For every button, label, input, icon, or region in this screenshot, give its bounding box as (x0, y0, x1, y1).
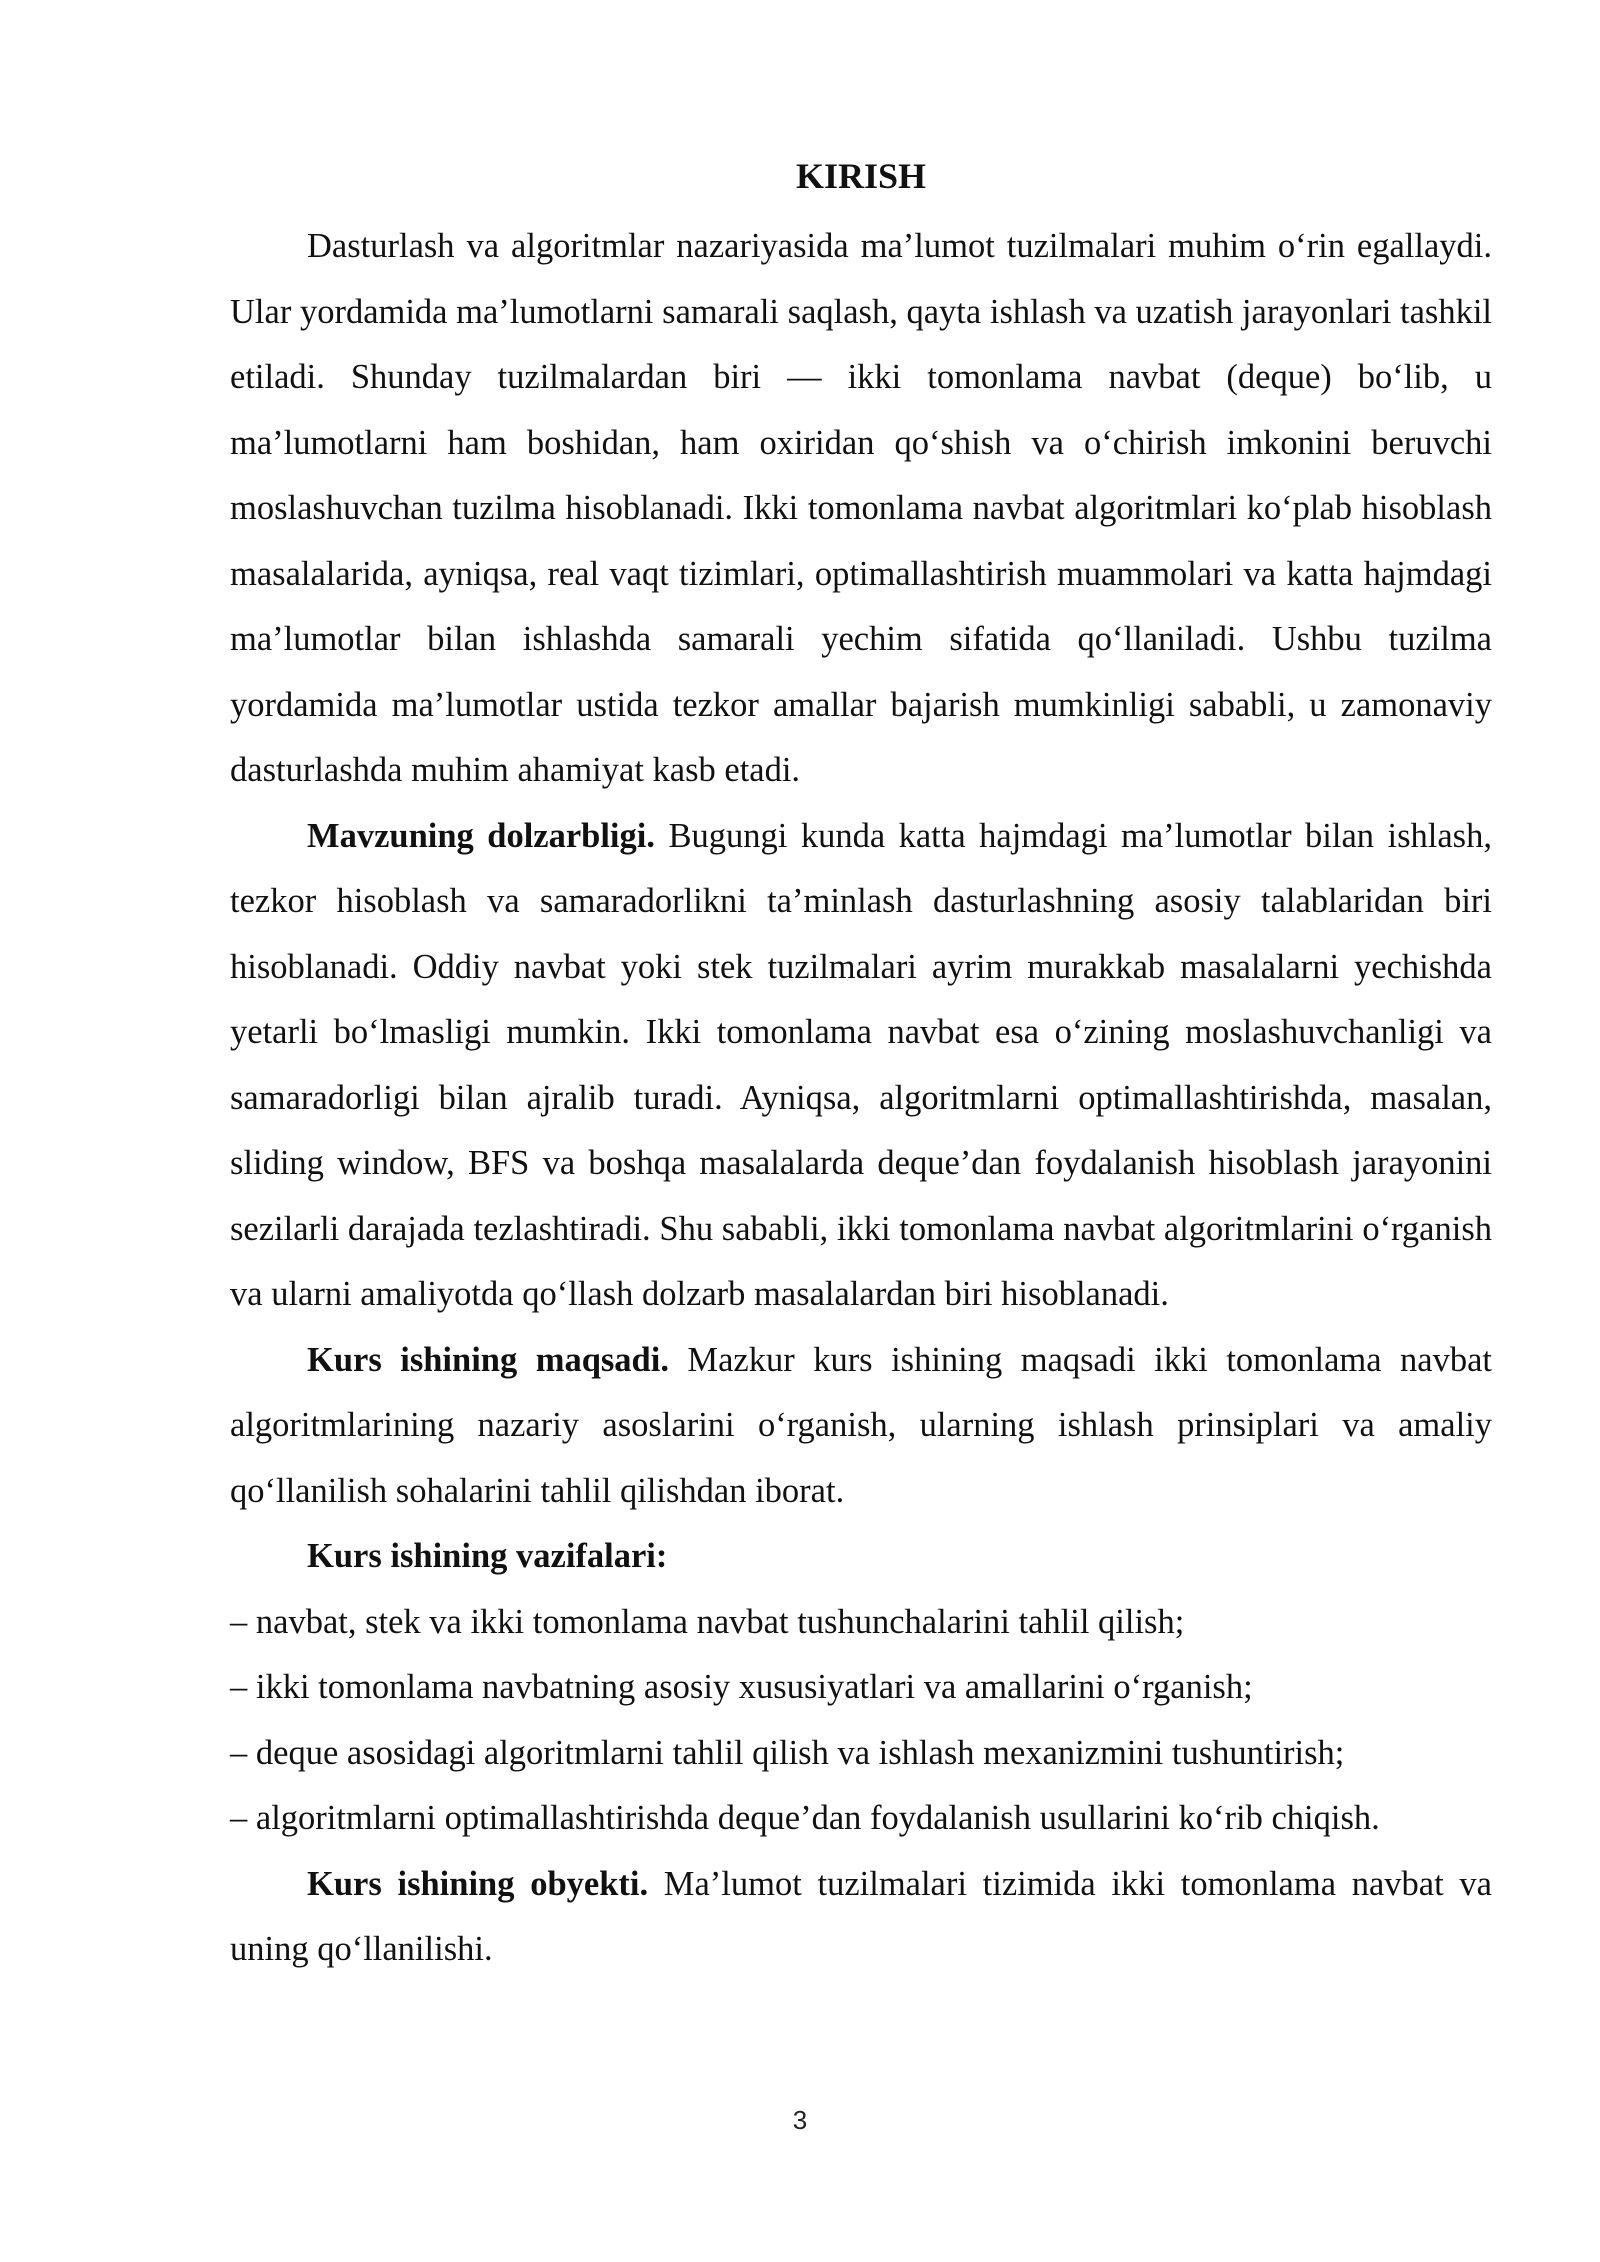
task-item: – algoritmlarni optimallashtirishda deque’dan foydalanish usullarini ko‘rib chiqish. (230, 1799, 1380, 1837)
page-number: 3 (792, 2105, 808, 2135)
tasks-list (230, 1590, 1492, 1852)
relevance-text: Bugungi kunda katta hajmdagi ma’lumotlar bilan ishlash, tezkor hisoblash va samaradorlikni ta’minlash dasturlashning asosiy talablaridan biri hisoblanadi. Oddiy navbat yoki stek tuzilmalari ayrim murakkab masalalarni yechishda yetarli bo‘lmasligi mumkin. Ikki tomonlama navbat esa o‘zining moslashuvchanligi va samaradorligi bilan ajralib turadi. Ayniqsa, algoritmlarni optimallashtirishda, masalan, sliding window, BFS va boshqa masalalarda deque’dan foydalanish hisoblash jarayonini sezilarli darajada tezlashtiradi. Shu sababli, ikki tomonlama navbat algoritmlarini o‘rganish va ularni amaliyotda qo‘llash dolzarb masalalardan biri hisoblanadi. (230, 816, 1492, 1313)
object-heading: Kurs ishining obyekti. (307, 1864, 649, 1903)
task-item: – deque asosidagi algoritmlarni tahlil qilish va ishlash mexanizmini tushuntirish; (230, 1733, 1345, 1772)
object-paragraph (230, 1852, 1492, 1983)
section-title: KIRISH (795, 156, 927, 196)
intro-paragraph: Dasturlash va algoritmlar nazariyasida ma’lumot tuzilmalari muhim o‘rin egallaydi. Ular yordamida ma’lumotlarni samarali saqlash, qayta ishlash va uzatish jarayonlari tashkil etiladi. Shunday tuzilmalardan biri — ikki tomonlama navbat (deque) bo‘lib, u ma’lumotlarni ham boshidan, ham oxiridan qo‘shish va o‘chirish imkonini beruvchi moslashuvchan tuzilma hisoblanadi. Ikki tomonlama navbat algoritmlari ko‘plab hisoblash masalalarida, ayniqsa, real vaqt tizimlari, optimallashtirish muammolari va katta hajmdagi ma’lumotlar bilan ishlashda samarali yechim sifatida qo‘llaniladi. Ushbu tuzilma yordamida ma’lumotlar ustida tezkor amallar bajarish mumkinligi sababli, u zamonaviy dasturlashda muhim ahamiyat kasb etadi. (230, 227, 1492, 789)
tasks-heading: Kurs ishining vazifalari: (307, 1537, 668, 1575)
task-item: – navbat, stek va ikki tomonlama navbat tushunchalarini tahlil qilish; (230, 1602, 1185, 1641)
relevance-heading: Mavzuning dolzarbligi. (307, 816, 655, 855)
goal-paragraph (230, 1328, 1492, 1525)
object-text: Ma’lumot tuzilmalari tizimida ikki tomonlama navbat va uning qo‘llanilishi. (230, 1864, 1492, 1968)
goal-heading: Kurs ishining maqsadi. (307, 1340, 669, 1379)
task-item: – ikki tomonlama navbatning asosiy xususiyatlari va amallarini o‘rganish; (230, 1668, 1253, 1706)
relevance-paragraph (230, 804, 1492, 1328)
page-content (230, 150, 1492, 1983)
goal-text: Mazkur kurs ishining maqsadi ikki tomonlama navbat algoritmlarining nazariy asoslarini o‘rganish, ularning ishlash prinsiplari va amaliy qo‘llanilish sohalarini tahlil qilishdan iborat. (230, 1340, 1492, 1510)
